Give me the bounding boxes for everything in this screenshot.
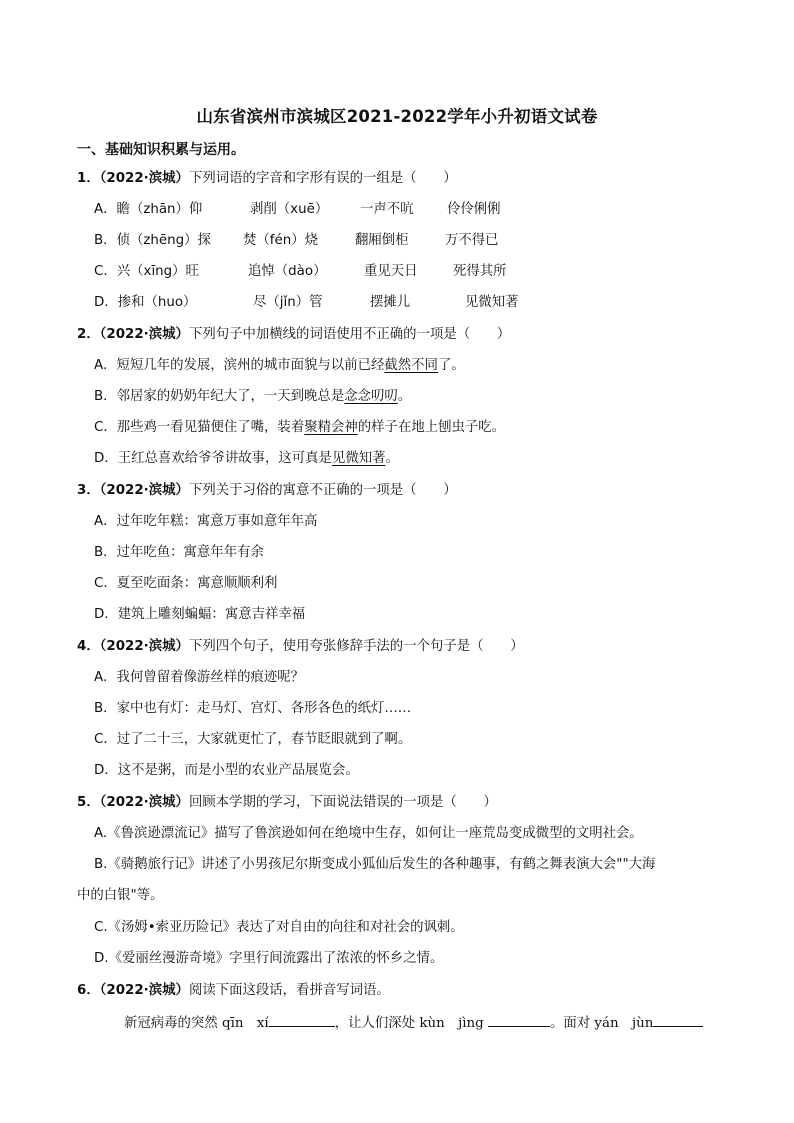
q4-option-a: A．我何曾留着像游丝样的痕迹呢？ bbox=[94, 670, 305, 685]
option-cell: D．掺和（huo） bbox=[94, 295, 197, 310]
q5-option-b: B.《骑鹅旅行记》讲述了小男孩尼尔斯变成小狐仙后发生的各种趣事，有鹤之舞表演大会""大海 bbox=[94, 857, 656, 872]
q4-option-b: B．家中也有灯：走马灯、宫灯、各形各色的纸灯…… bbox=[94, 701, 412, 716]
question-stem: 下列词语的字音和字形有误的一组是（ ） bbox=[188, 171, 457, 186]
answer-blank-2[interactable] bbox=[488, 1012, 550, 1027]
option-cell: 一声不吭 bbox=[360, 202, 414, 217]
passage-text: ，让人们深处 bbox=[334, 1016, 416, 1031]
q3-option-c: C．夏至吃面条：寓意顺顺利利 bbox=[94, 576, 278, 591]
q3-option-d: D．建筑上雕刻蝙蝠：寓意吉祥幸福 bbox=[94, 607, 306, 622]
question-number: 6． bbox=[77, 983, 100, 998]
option-cell: 翻厢倒柜 bbox=[355, 233, 409, 248]
q2-option-c bbox=[94, 416, 505, 435]
q2-option-d bbox=[94, 447, 399, 466]
q5-option-c: C.《汤姆•索亚历险记》表达了对自由的向往和对社会的讽刺。 bbox=[94, 920, 464, 935]
q2-option-b bbox=[94, 385, 411, 404]
option-cell: 尽（jǐn）管 bbox=[253, 295, 323, 310]
question-source: （2022·滨城） bbox=[99, 983, 189, 998]
question-2 bbox=[77, 323, 510, 342]
option-cell: C．兴（xīng）旺 bbox=[94, 264, 199, 279]
option-cell: A．瞻（zhān）仰 bbox=[94, 202, 203, 217]
pinyin-prompt: kùn jìng bbox=[419, 1016, 484, 1031]
q3-option-a: A．过年吃年糕：寓意万事如意年年高 bbox=[94, 514, 318, 529]
question-6 bbox=[77, 979, 390, 998]
option-text: 的样子在地上刨虫子吃。 bbox=[357, 420, 506, 435]
question-source: （2022·滨城） bbox=[99, 795, 189, 810]
answer-blank-1[interactable] bbox=[269, 1012, 335, 1027]
underlined-word: 聚精会神 bbox=[304, 420, 358, 435]
section-heading: 一、基础知识积累与运用。 bbox=[77, 142, 245, 158]
question-number: 4． bbox=[77, 639, 100, 654]
option-text: 。 bbox=[385, 451, 399, 466]
q4-option-c: C．过了二十三，大家就更忙了，春节眨眼就到了啊。 bbox=[94, 732, 412, 747]
option-cell: 重见天日 bbox=[364, 264, 418, 279]
question-source: （2022·滨城） bbox=[99, 171, 189, 186]
question-1 bbox=[77, 167, 457, 186]
question-number: 5． bbox=[77, 795, 100, 810]
q5-option-a: A.《鲁滨逊漂流记》描写了鲁滨逊如何在绝境中生存，如何让一座荒岛变成微型的文明社会。 bbox=[94, 826, 643, 841]
q3-option-b: B．过年吃鱼：寓意年年有余 bbox=[94, 545, 264, 560]
q4-option-d: D．这不是粥，而是小型的农业产品展览会。 bbox=[94, 763, 359, 778]
pinyin-prompt: qīn xí bbox=[222, 1016, 269, 1031]
question-stem: 下列关于习俗的寓意不正确的一项是（ ） bbox=[188, 483, 457, 498]
q5-option-b-continued: 中的白银"等。 bbox=[77, 888, 164, 903]
question-source: （2022·滨城） bbox=[99, 327, 189, 342]
option-cell: 焚（fén）烧 bbox=[243, 233, 319, 248]
option-cell: B．侦（zhēng）探 bbox=[94, 233, 211, 248]
question-stem: 回顾本学期的学习，下面说法错误的一项是（ ） bbox=[188, 795, 497, 810]
option-text: B．邻居家的奶奶年纪大了，一天到晚总是 bbox=[94, 389, 345, 404]
option-cell: 剥削（xuē） bbox=[250, 202, 329, 217]
question-number: 1． bbox=[77, 171, 100, 186]
page-title: 山东省滨州市滨城区2021-2022学年小升初语文试卷 bbox=[196, 107, 598, 126]
question-4 bbox=[77, 635, 524, 654]
q6-passage bbox=[124, 1012, 703, 1031]
passage-text: 新冠病毒的突然 bbox=[124, 1016, 218, 1031]
question-source: （2022·滨城） bbox=[99, 639, 189, 654]
option-cell: 伶伶俐俐 bbox=[447, 202, 501, 217]
option-text: 。 bbox=[397, 389, 412, 404]
question-5 bbox=[77, 791, 497, 810]
answer-blank-3[interactable] bbox=[653, 1012, 703, 1027]
underlined-word: 截然不同 bbox=[384, 358, 438, 373]
q2-option-a bbox=[94, 354, 465, 373]
option-cell: 见微知著 bbox=[465, 295, 519, 310]
q5-option-d: D.《爱丽丝漫游奇境》字里行间流露出了浓浓的怀乡之情。 bbox=[94, 951, 444, 966]
option-cell: 万不得已 bbox=[445, 233, 499, 248]
option-text: C．那些鸡一看见猫便住了嘴，装着 bbox=[94, 420, 305, 435]
question-source: （2022·滨城） bbox=[99, 483, 189, 498]
option-cell: 死得其所 bbox=[453, 264, 507, 279]
passage-text: 。面对 bbox=[549, 1016, 591, 1031]
underlined-word: 见微知著 bbox=[331, 451, 386, 466]
option-cell: 摆摊儿 bbox=[370, 295, 411, 310]
pinyin-prompt: yán jùn bbox=[594, 1016, 654, 1031]
option-text: 了。 bbox=[437, 358, 465, 373]
option-cell: 追悼（dào） bbox=[248, 264, 327, 279]
question-3 bbox=[77, 479, 457, 498]
underlined-word: 念念叨叨 bbox=[344, 389, 398, 404]
question-stem: 下列四个句子，使用夸张修辞手法的一个句子是（ ） bbox=[188, 639, 524, 654]
question-number: 2． bbox=[77, 327, 100, 342]
question-stem: 阅读下面这段话，看拼音写词语。 bbox=[188, 983, 390, 998]
question-number: 3． bbox=[77, 483, 100, 498]
question-stem: 下列句子中加横线的词语使用不正确的一项是（ ） bbox=[188, 327, 511, 342]
option-text: D．王红总喜欢给爷爷讲故事，这可真是 bbox=[94, 451, 332, 466]
option-text: A．短短几年的发展，滨州的城市面貌与以前已经 bbox=[94, 358, 385, 373]
